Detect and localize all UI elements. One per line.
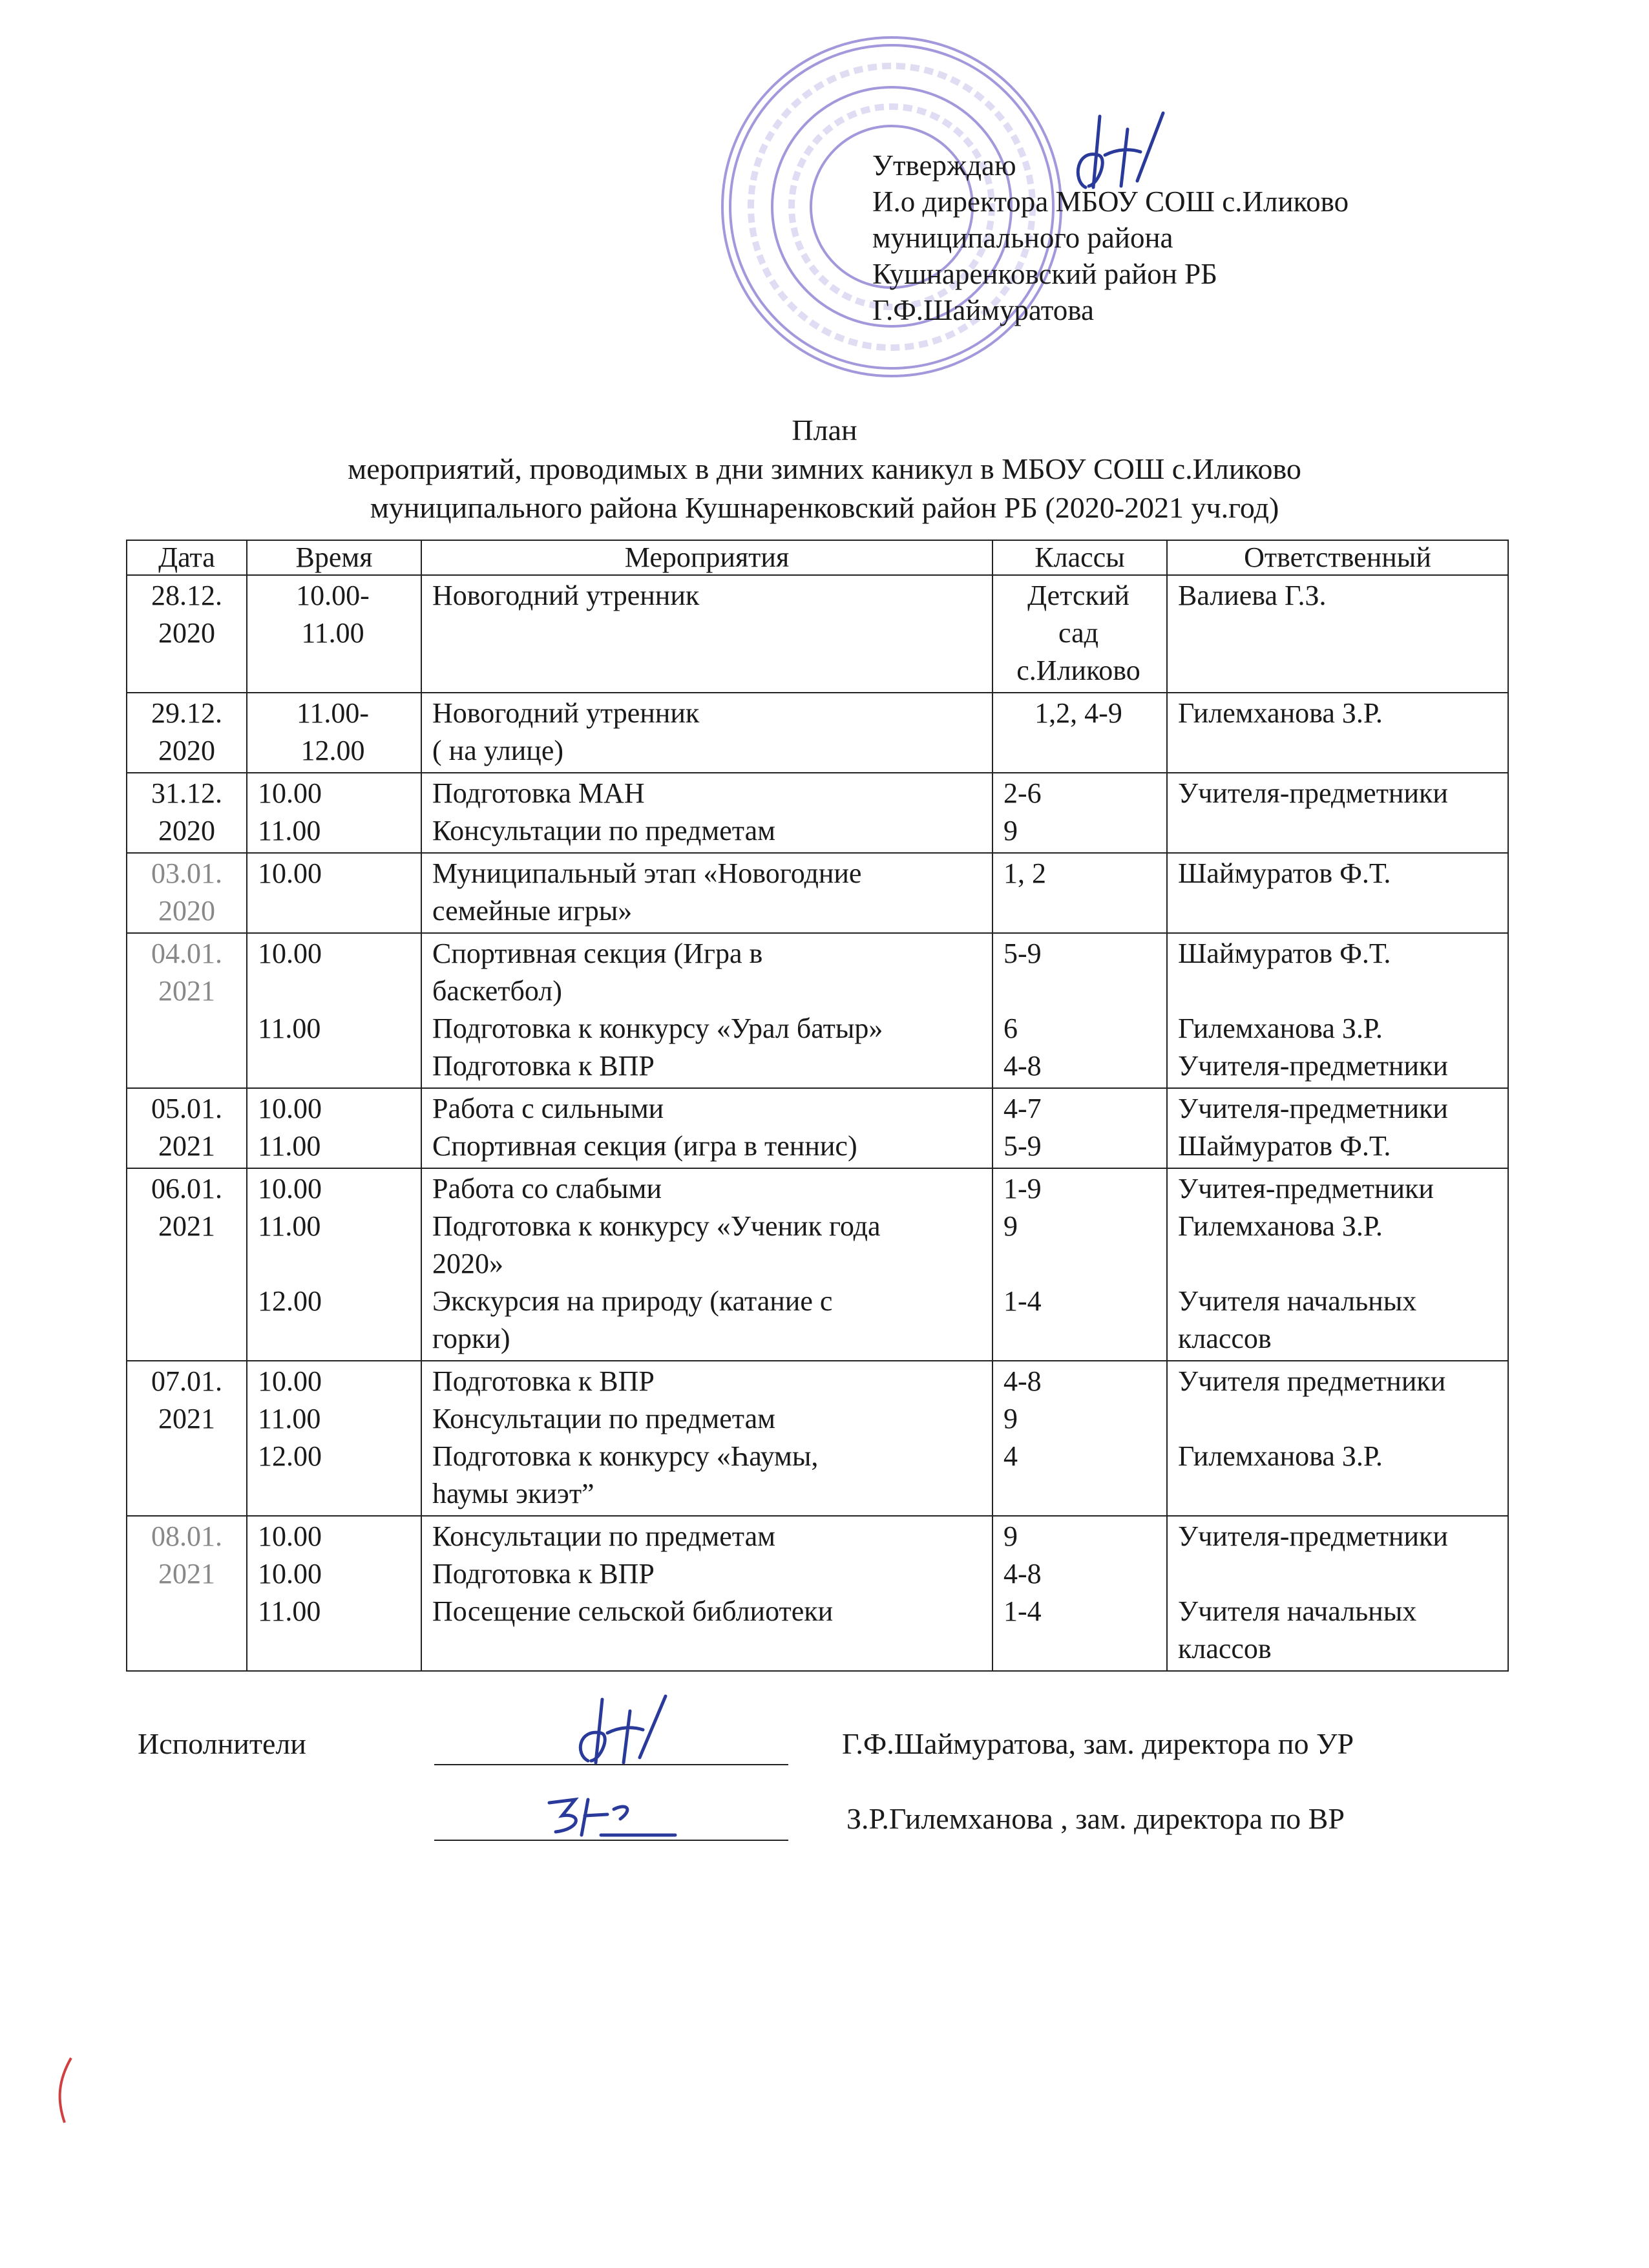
cell-line: сад (1058, 617, 1098, 649)
cell-line: 10.00 (258, 857, 322, 889)
cell-line: Шаймуратов Ф.Т. (1178, 1130, 1391, 1162)
time-cell (247, 1361, 421, 1516)
cell-line: Учителя начальных (1178, 1285, 1417, 1317)
time-cell (247, 1168, 421, 1361)
table-row (127, 1361, 1508, 1516)
cell-line: Шаймуратов Ф.Т. (1178, 938, 1391, 969)
cell-line: Учителя-предметники (1178, 1093, 1448, 1124)
cell-line: Учителя-предметники (1178, 777, 1448, 809)
cell-line (1003, 1245, 1161, 1283)
cell-line: 12.00 (258, 1440, 322, 1472)
table-row (127, 773, 1508, 853)
classes-cell (993, 1168, 1167, 1361)
cell-line (1003, 972, 1161, 1010)
cell-line: 11.00 (301, 617, 364, 649)
date-cell (127, 693, 247, 773)
responsible-cell (1167, 933, 1508, 1088)
cell-line: 2020 (158, 895, 215, 927)
cell-line: семейные игры» (432, 895, 633, 927)
cell-line: 10.00 (258, 1558, 322, 1590)
events-cell (421, 853, 993, 933)
cell-line: 11.00 (258, 1595, 321, 1627)
time-cell (247, 693, 421, 773)
cell-line: 1-4 (1003, 1595, 1042, 1627)
cell-line: 10.00 (258, 1520, 322, 1552)
cell-line: 2021 (158, 1130, 215, 1162)
table-row (127, 1516, 1508, 1671)
classes-cell (993, 693, 1167, 773)
cell-line (1178, 972, 1502, 1010)
responsible-cell (1167, 575, 1508, 693)
events-cell (421, 773, 993, 853)
cell-line: 04.01. (151, 938, 222, 969)
cell-line: Учитея-предметники (1178, 1173, 1434, 1204)
cell-line (258, 972, 415, 1010)
responsible-cell (1167, 1168, 1508, 1361)
cell-line: 1,2, 4-9 (1035, 697, 1122, 729)
cell-line: 10.00- (296, 580, 370, 611)
cell-line: 2020» (432, 1248, 503, 1279)
cell-line: 31.12. (151, 777, 222, 809)
cell-line: 11.00- (296, 697, 370, 729)
cell-line: Детский (1027, 580, 1129, 611)
cell-line: Подготовка к конкурсу «Урал батыр» (432, 1013, 883, 1044)
cell-line: 10.00 (258, 938, 322, 969)
date-cell (127, 933, 247, 1088)
table-row (127, 933, 1508, 1088)
table-header-row (127, 540, 1508, 575)
responsible-cell (1167, 693, 1508, 773)
cell-line: 11.00 (258, 1403, 321, 1434)
cell-line: Консультации по предметам (432, 1403, 775, 1434)
cell-line: 5-9 (1003, 938, 1042, 969)
cell-line: 4-7 (1003, 1093, 1042, 1124)
cell-line: Консультации по предметам (432, 1520, 775, 1552)
cell-line: 4 (1003, 1440, 1018, 1472)
cell-line: 11.00 (258, 1130, 321, 1162)
signature-1 (562, 1693, 691, 1767)
cell-line: 1-9 (1003, 1173, 1042, 1204)
cell-line: 2021 (158, 1403, 215, 1434)
cell-line: 2021 (158, 1558, 215, 1590)
cell-line: 2-6 (1003, 777, 1042, 809)
cell-line: баскетбол) (432, 975, 562, 1007)
cell-line: 10.00 (258, 1173, 322, 1204)
cell-line (1178, 1400, 1502, 1438)
time-cell (247, 1516, 421, 1671)
cell-line: Муниципальный этап «Новогодние (432, 857, 862, 889)
responsible-cell (1167, 1088, 1508, 1168)
date-cell (127, 853, 247, 933)
cell-line: Гилемханова З.Р. (1178, 1440, 1383, 1472)
approval-district: муниципального района (872, 222, 1173, 254)
cell-line: 12.00 (300, 735, 365, 766)
cell-line: Гилемханова З.Р. (1178, 697, 1383, 729)
approval-heading: Утверждаю (872, 149, 1016, 182)
date-cell (127, 575, 247, 693)
document-title (0, 411, 1649, 527)
classes-cell (993, 773, 1167, 853)
cell-line: Подготовка МАН (432, 777, 645, 809)
cell-line: Подготовка к ВПР (432, 1365, 655, 1397)
cell-line: 9 (1003, 1403, 1018, 1434)
cell-line: Работа со слабыми (432, 1173, 662, 1204)
column-header-time: Время (247, 540, 421, 575)
cell-line: Консультации по предметам (432, 815, 775, 846)
cell-line: 12.00 (258, 1285, 322, 1317)
cell-line: классов (1178, 1633, 1272, 1664)
classes-cell (993, 1361, 1167, 1516)
classes-cell (993, 1516, 1167, 1671)
time-cell (247, 933, 421, 1088)
table-row (127, 1168, 1508, 1361)
cell-line: Гилемханова З.Р. (1178, 1210, 1383, 1242)
title-subtitle-1: мероприятий, проводимых в дни зимних каникул в МБОУ СОШ с.Иликово (348, 452, 1301, 485)
table-row (127, 853, 1508, 933)
cell-line: Спортивная секция (Игра в (432, 938, 763, 969)
classes-cell (993, 853, 1167, 933)
cell-line: Учителя предметники (1178, 1365, 1446, 1397)
cell-line: с.Иликово (1016, 655, 1140, 686)
cell-line: 9 (1003, 815, 1018, 846)
classes-cell (993, 575, 1167, 693)
events-cell (421, 575, 993, 693)
cell-line: 03.01. (151, 857, 222, 889)
cell-line: 9 (1003, 1520, 1018, 1552)
responsible-cell (1167, 773, 1508, 853)
cell-line: 4-8 (1003, 1365, 1042, 1397)
cell-line: 4-8 (1003, 1050, 1042, 1082)
events-table (126, 540, 1509, 1672)
cell-line: Шаймуратов Ф.Т. (1178, 857, 1391, 889)
cell-line: 08.01. (151, 1520, 222, 1552)
cell-line: Новогодний утренник (432, 697, 700, 729)
date-cell (127, 1088, 247, 1168)
cell-line: 10.00 (258, 777, 322, 809)
cell-line (258, 1245, 415, 1283)
cell-line: 07.01. (151, 1365, 222, 1397)
cell-line: 1-4 (1003, 1285, 1042, 1317)
column-header-classes: Классы (993, 540, 1167, 575)
events-cell (421, 693, 993, 773)
cell-line: Работа с сильными (432, 1093, 664, 1124)
time-cell (247, 773, 421, 853)
cell-line: ( на улице) (432, 735, 564, 766)
date-cell (127, 773, 247, 853)
cell-line: һаумы экиэт” (432, 1478, 594, 1509)
column-header-date: Дата (127, 540, 247, 575)
cell-line: 11.00 (258, 1013, 321, 1044)
cell-line: 9 (1003, 1210, 1018, 1242)
approval-signer: Г.Ф.Шаймуратова (872, 294, 1094, 326)
responsible-cell (1167, 1361, 1508, 1516)
cell-line: Учителя-предметники (1178, 1520, 1448, 1552)
events-cell (421, 1088, 993, 1168)
cell-line: 2020 (158, 815, 215, 846)
signer-1: Г.Ф.Шаймуратова, зам. директора по УР (842, 1727, 1354, 1760)
responsible-cell (1167, 1516, 1508, 1671)
signer-2: З.Р.Гилемханова , зам. директора по ВР (846, 1802, 1345, 1835)
cell-line: 11.00 (258, 815, 321, 846)
cell-line: Спортивная секция (игра в теннис) (432, 1130, 857, 1162)
director-signature (1060, 110, 1189, 194)
cell-line: Учителя-предметники (1178, 1050, 1448, 1082)
cell-line: 11.00 (258, 1210, 321, 1242)
cell-line: Валиева Г.З. (1178, 580, 1327, 611)
time-cell (247, 853, 421, 933)
title-heading: План (792, 414, 857, 446)
events-cell (421, 1168, 993, 1361)
cell-line: 1, 2 (1003, 857, 1046, 889)
cell-line: 05.01. (151, 1093, 222, 1124)
time-cell (247, 1088, 421, 1168)
approval-position: И.о директора МБОУ СОШ с.Иликово (872, 185, 1349, 218)
cell-line: горки) (432, 1323, 510, 1354)
cell-line: классов (1178, 1323, 1272, 1354)
date-cell (127, 1361, 247, 1516)
table-row (127, 1088, 1508, 1168)
table-row (127, 575, 1508, 693)
time-cell (247, 575, 421, 693)
column-header-responsible: Ответственный (1167, 540, 1508, 575)
classes-cell (993, 1088, 1167, 1168)
cell-line: 10.00 (258, 1093, 322, 1124)
cell-line: Гилемханова З.Р. (1178, 1013, 1383, 1044)
events-cell (421, 1516, 993, 1671)
cell-line: 2020 (158, 735, 215, 766)
cell-line: 4-8 (1003, 1558, 1042, 1590)
date-cell (127, 1516, 247, 1671)
cell-line: Подготовка к конкурсу «Ученик года (432, 1210, 881, 1242)
cell-line: Экскурсия на природу (катание с (432, 1285, 833, 1317)
cell-line: 06.01. (151, 1173, 222, 1204)
signature-2 (536, 1790, 678, 1842)
cell-line: Новогодний утренник (432, 580, 700, 611)
cell-line: 6 (1003, 1013, 1018, 1044)
cell-line: 10.00 (258, 1365, 322, 1397)
events-cell (421, 1361, 993, 1516)
cell-line: 5-9 (1003, 1130, 1042, 1162)
events-cell (421, 933, 993, 1088)
cell-line: Учителя начальных (1178, 1595, 1417, 1627)
title-subtitle-2: муниципального района Кушнаренковский район РБ (2020-2021 уч.год) (370, 491, 1279, 524)
cell-line: 28.12. (151, 580, 222, 611)
red-pen-mark (52, 2055, 78, 2126)
cell-line: Посещение сельской библиотеки (432, 1595, 834, 1627)
approval-region: Кушнаренковский район РБ (872, 258, 1217, 290)
cell-line: 2020 (158, 617, 215, 649)
table-body (127, 575, 1508, 1671)
cell-line: Подготовка к ВПР (432, 1558, 655, 1590)
cell-line: 2021 (158, 975, 215, 1007)
cell-line (1178, 1555, 1502, 1593)
cell-line: Подготовка к конкурсу «Һаумы, (432, 1440, 819, 1472)
responsible-cell (1167, 853, 1508, 933)
cell-line: 2021 (158, 1210, 215, 1242)
table-row (127, 693, 1508, 773)
cell-line: Подготовка к ВПР (432, 1050, 655, 1082)
column-header-events: Мероприятия (421, 540, 993, 575)
cell-line: 29.12. (151, 697, 222, 729)
date-cell (127, 1168, 247, 1361)
classes-cell (993, 933, 1167, 1088)
cell-line (1178, 1245, 1502, 1283)
executors-label: Исполнители (138, 1727, 306, 1760)
